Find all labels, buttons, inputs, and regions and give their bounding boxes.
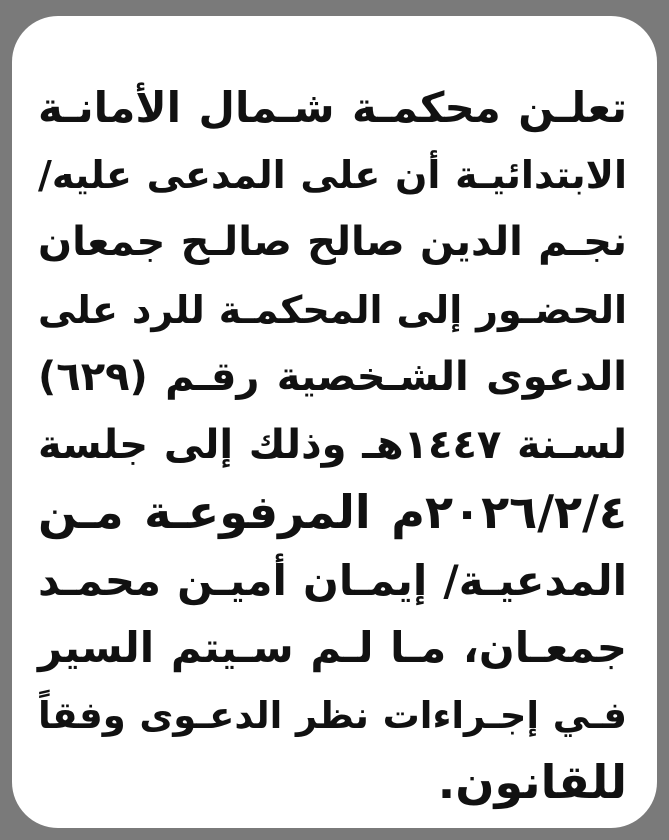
notice-line: جمعـان، مـا لـم سـيتم السير (38, 623, 627, 672)
notice-line: فـي إجـراءات نظر الدعـوى وفقاً (38, 693, 627, 737)
notice-line: نجـم الدين صالح صالـح جمعان (38, 219, 627, 265)
notice-line: ٢٠٢٦/٢/٤م المرفوعـة مـن (38, 485, 627, 539)
notice-line: الحضـور إلى المحكمـة للرد على (38, 287, 627, 332)
court-notice-card (12, 16, 657, 828)
notice-line: الدعوى الشـخصية رقـم (٦٢٩) (38, 354, 627, 400)
notice-line: للقانون. (437, 755, 627, 809)
notice-line: تعلـن محكمـة شـمال الأمانـة (38, 83, 627, 132)
notice-line: الابتدائيـة أن على المدعى عليه/ (38, 152, 627, 197)
notice-line: المدعيـة/ إيمـان أميـن محمـد (38, 555, 627, 605)
notice-line: لسـنة ١٤٤٧هـ وذلك إلى جلسة (38, 421, 628, 468)
court-notice-text (38, 74, 627, 817)
